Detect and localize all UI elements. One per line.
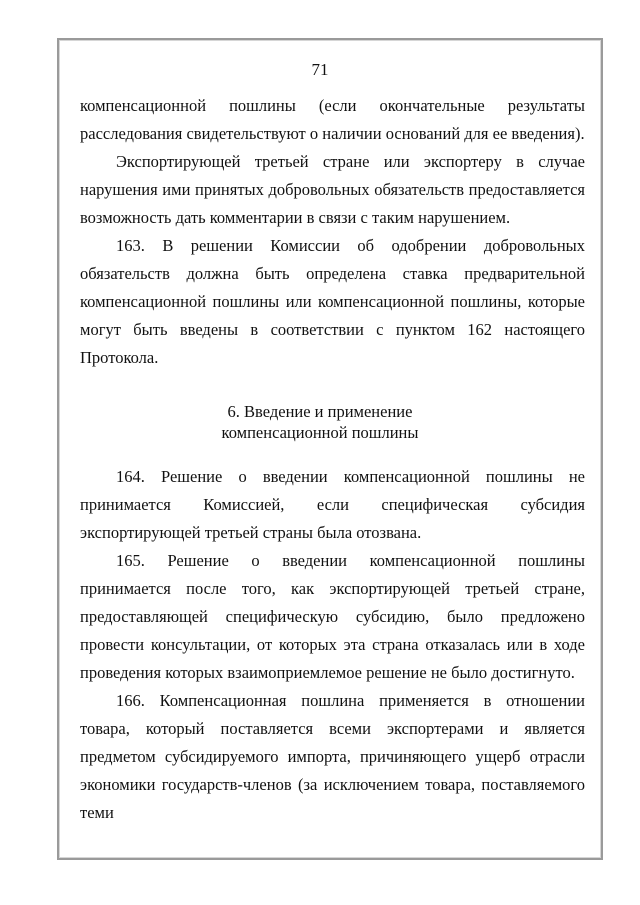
paragraph-text: 165. Решение о введении компенсационной пошлины принимается после того, как экспортирующей третьей стране, предоставляющей специфическую субсидию, было предложено провести консультации, от которых эта страна отказалась или в ходе проведения которых взаимоприемлемое решение не было достигнуто.	[80, 551, 585, 682]
paragraph-164	[80, 463, 585, 547]
paragraph-text: 166. Компенсационная пошлина применяется в отношении товара, который поставляется всеми экспортерами и является предметом субсидируемого импорта, причиняющего ущерб отрасли экономики государств-членов (за исключением товара, поставляемого теми	[80, 691, 585, 822]
section-heading-line-2: компенсационной пошлины	[221, 423, 419, 442]
paragraph-exporter-violation	[80, 148, 585, 232]
paragraph-continuation	[80, 92, 585, 148]
paragraph-text: Экспортирующей третьей стране или экспортеру в случае нарушения ими принятых добровольных обязательств предоставляется возможность дать комментарии в связи с таким нарушением.	[80, 152, 585, 227]
paragraph-text: 164. Решение о введении компенсационной пошлины не принимается Комиссией, если специфическая субсидия экспортирующей третьей страны была отозвана.	[80, 467, 585, 542]
paragraph-166	[80, 687, 585, 827]
section-heading	[0, 401, 640, 443]
paragraph-text: 163. В решении Комиссии об одобрении добровольных обязательств должна быть определена ставка предварительной компенсационной пошлины или компенсационной пошлины, которые могут быть введены в соответствии с пунктом 162 настоящего Протокола.	[80, 236, 585, 367]
paragraph-165	[80, 547, 585, 687]
paragraph-163	[80, 232, 585, 372]
section-heading-line-1: 6. Введение и применение	[227, 402, 413, 421]
paragraph-text: компенсационной пошлины (если окончательные результаты расследования свидетельствуют о наличии оснований для ее введения).	[80, 96, 585, 143]
page-number: 71	[311, 60, 329, 79]
